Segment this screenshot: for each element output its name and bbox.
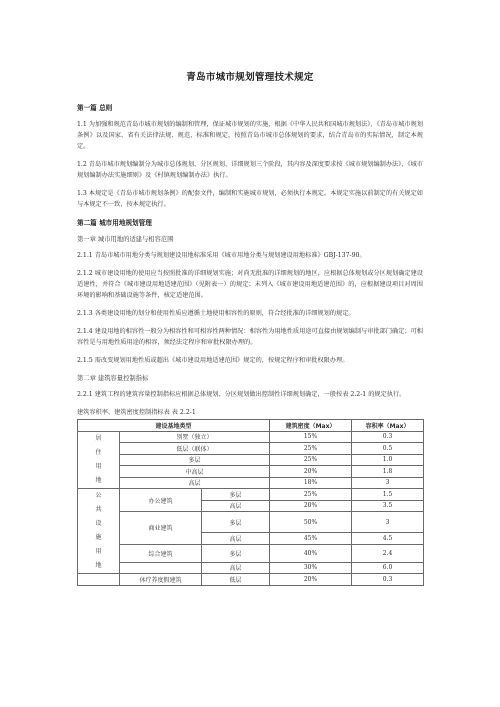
cell-far: 1.8 (352, 466, 424, 478)
table-row (78, 477, 424, 489)
cell-height: 多层 (202, 512, 270, 533)
table-row (78, 512, 424, 533)
cell-subtype: 商业建筑 (120, 512, 202, 545)
paragraph-2-1-4: 2.1.4 建设用地的相容性一般分为相容性和可相容性两种情况：相容性为用地性质用途可直接由规划编制与审批部门确定；可相容性是与用地性质用途的相容，须经法定程序和审批权限办理的。 (77, 328, 423, 346)
cell-far: 6.0 (352, 562, 424, 574)
cell-density: 18% (270, 477, 352, 489)
paragraph-1-3: 1.3 本规定是《青岛市城市规划条例》的配套文件，编制和实施城市规划，必须执行本规定。本规定实施以前制定的有关规定如与本规定不一致，按本规定执行。 (77, 190, 423, 208)
cell-far: 1.5 (352, 489, 424, 501)
table-caption: 建筑容积率、建筑密度控制指标表 表 2.2-1 (77, 409, 196, 416)
table-row (78, 431, 424, 443)
header-far: 容积率（Max） (352, 420, 424, 432)
table-row (78, 562, 424, 574)
cell-height: 高层 (202, 533, 270, 545)
cell-type: 多层 (120, 454, 270, 466)
table-header-row (78, 420, 424, 432)
part1-heading: 第一篇 总则 (77, 104, 113, 112)
cell-far: 3 (352, 512, 424, 533)
table-row (78, 454, 424, 466)
cell-density: 15% (270, 431, 352, 443)
cell-density: 25% (270, 489, 352, 501)
cell-density: 45% (270, 533, 352, 545)
public-group-label: 公 共 设 施 用 地 (78, 489, 120, 574)
cell-empty (78, 574, 120, 586)
part2-heading: 第二篇 城市用地规划管理 (77, 219, 152, 227)
paragraph-1-2: 1.2 青岛市城市规划编制分为城市总体规划、分区规划、详细规划三个阶段，其内容及深度要求按《城市规划编制办法》、《城市规划编制办法实施细则》及《村镇规划编制办法》执行。 (77, 161, 423, 179)
paragraph-2-2-1: 2.2.1 建筑工程的建筑容量控制指标应根据总体规划、分区规划做出控制性详细规划确定，一般按表 2.2-1 的规定执行。 (77, 391, 406, 398)
paragraph-1-1: 1.1 为加强和规范青岛市城市规划的编制和管理，保证城市规划的实施，根据《中华人民共和国城市规划法》、《青岛市城市规划条例》以及国家、省有关法律法规、规范、标准和规定，按照青岛市城市总体规划的要求，结合青岛市的实际情况，制定本规定。 (77, 121, 423, 150)
document-title: 青岛市城市规划管理技术规定 (186, 72, 314, 83)
cell-type: 高层 (120, 477, 270, 489)
cell-type: 中高层 (120, 466, 270, 478)
cell-density: 25% (270, 443, 352, 455)
cell-density: 20% (270, 500, 352, 512)
cell-density: 40% (270, 544, 352, 562)
cell-height: 多层 (202, 544, 270, 562)
paragraph-2-1-1: 2.1.1 青岛市城市用地分类与规划建设用地标准采用《城市用地分类与规划建设用地标准》GBJ-137-90。 (77, 252, 366, 259)
cell-far: 1.0 (352, 454, 424, 466)
paragraph-2-1-3: 2.1.3 各类建设用地的划分和使用性质应遵循土地使用相容性的原则，符合经批准的详细规划的规定。 (77, 310, 355, 317)
cell-height: 高层 (202, 500, 270, 512)
cell-height: 低层 (202, 574, 270, 586)
cell-density: 50% (270, 512, 352, 533)
table-row (78, 574, 424, 586)
cell-far: 0.5 (352, 443, 424, 455)
cell-height: 多层 (202, 489, 270, 501)
cell-subtype (120, 562, 202, 574)
header-type: 建设基地类型 (78, 420, 270, 432)
header-density: 建筑密度（Max） (270, 420, 352, 432)
cell-subtype: 休疗养度假建筑 (120, 574, 202, 586)
cell-subtype: 综合建筑 (120, 544, 202, 562)
paragraph-2-1-5: 2.1.5 需改变规划用地性质或超出《城市建设用地适建范围》规定的，按规定程序和审批权限办理。 (77, 357, 349, 364)
document-body (77, 102, 423, 586)
chapter-2-heading: 第二章 建筑容量控制指标 (77, 375, 149, 382)
cell-density: 25% (270, 454, 352, 466)
cell-density: 30% (270, 562, 352, 574)
paragraph-2-1-2: 2.1.2 城市建设用地的使用应当按照批准的详细规划实施；对尚无批准的详细规划的地区，应根据总体规划或分区规划确定建设适建性，并符合《城市建设用地适建范围》（见附表一）的规定；未列入《城市建设用地适建范围》的，应根据建设项目对周围环境的影响和基础设施等条件，核定适建范围。 (77, 270, 423, 299)
capacity-table (77, 419, 424, 586)
table-row (78, 466, 424, 478)
cell-type: 别墅（独立） (120, 431, 270, 443)
cell-density: 20% (270, 466, 352, 478)
cell-density: 20% (270, 574, 352, 586)
cell-far: 3 (352, 477, 424, 489)
cell-far: 2.4 (352, 544, 424, 562)
cell-type: 低层（联体） (120, 443, 270, 455)
cell-far: 0.3 (352, 431, 424, 443)
residential-group-label: 居 住 用 地 (78, 431, 120, 489)
chapter-1-heading: 第一章 城市用地的适建与相容范围 (77, 236, 174, 243)
table-row (78, 443, 424, 455)
cell-far: 0.3 (352, 574, 424, 586)
table-row (78, 544, 424, 562)
cell-far: 4.5 (352, 533, 424, 545)
cell-subtype: 办公建筑 (120, 489, 202, 512)
cell-far: 3.5 (352, 500, 424, 512)
table-row (78, 489, 424, 501)
cell-height: 高层 (202, 562, 270, 574)
